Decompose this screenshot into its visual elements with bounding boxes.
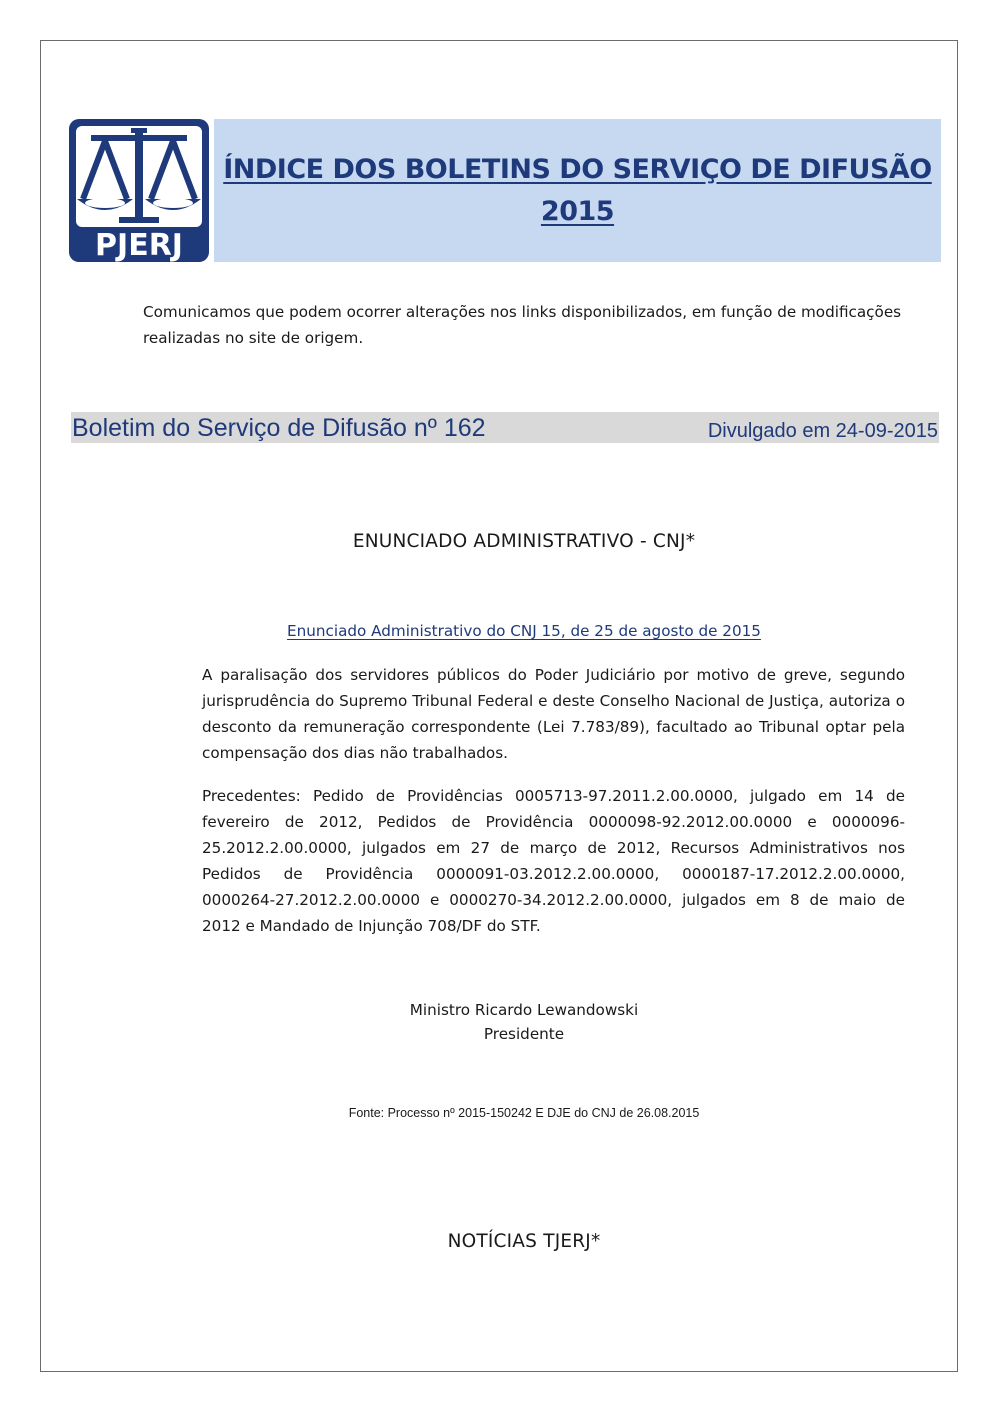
enunciado-link[interactable]: Enunciado Administrativo do CNJ 15, de 25 de agosto de 2015 xyxy=(287,622,761,640)
source-note: Fonte: Processo nº 2015-150242 E DJE do CNJ de 26.08.2015 xyxy=(348,1106,700,1120)
logo-text: PJERJ xyxy=(95,228,183,262)
notice-line-2: realizadas no site de origem. xyxy=(143,329,364,347)
signature-role: Presidente xyxy=(483,1025,565,1043)
signature-name: Ministro Ricardo Lewandowski xyxy=(409,1001,639,1019)
enunciado-paragraph-2: Precedentes: Pedido de Providências 0005713-97.2011.2.00.0000, julgado em 14 de fevereiro de 2012, Pedidos de Providência 0000098-92.2012.00.0000 e 0000096-25.2012.2.00.0000, julgados em 27 de março de 2012, Recursos Administrativos nos Pedidos de Providência 0000091-03.2012.2.00.0000, 0000187-17.2012.2.00.0000, 0000264-27.2012.2.00.0000 e 0000270-34.2012.2.00.0000, julgados em 8 de maio de 2012 e Mandado de Injunção 708/DF do STF. xyxy=(202,787,905,935)
bulletin-date: Divulgado em 24-09-2015 xyxy=(707,420,938,442)
notice-line-1: Comunicamos que podem ocorrer alterações nos links disponibilizados, em função de modificações xyxy=(143,303,902,321)
pjerj-logo xyxy=(69,119,209,262)
scales-of-justice-icon xyxy=(69,119,209,262)
section-heading-enunciado: ENUNCIADO ADMINISTRATIVO - CNJ* xyxy=(352,531,696,552)
page-title-line-1: ÍNDICE DOS BOLETINS DO SERVIÇO DE DIFUSÃO xyxy=(223,153,932,185)
bulletin-title: Boletim do Serviço de Difusão nº 162 xyxy=(72,414,486,442)
signature-block xyxy=(0,998,1000,1046)
enunciado-paragraph-1: A paralisação dos servidores públicos do Poder Judiciário por motivo de greve, segundo jurisprudência do Supremo Tribunal Federal e deste Conselho Nacional de Justiça, autoriza o desconto da remuneração correspondente (Lei 7.783/89), facultado ao Tribunal optar pela compensação dos dias não trabalhados. xyxy=(202,666,905,762)
links-notice xyxy=(143,299,913,351)
page-title-line-2: 2015 xyxy=(540,195,615,227)
section-heading-noticias: NOTÍCIAS TJERJ* xyxy=(447,1231,601,1252)
title-box xyxy=(214,119,941,262)
